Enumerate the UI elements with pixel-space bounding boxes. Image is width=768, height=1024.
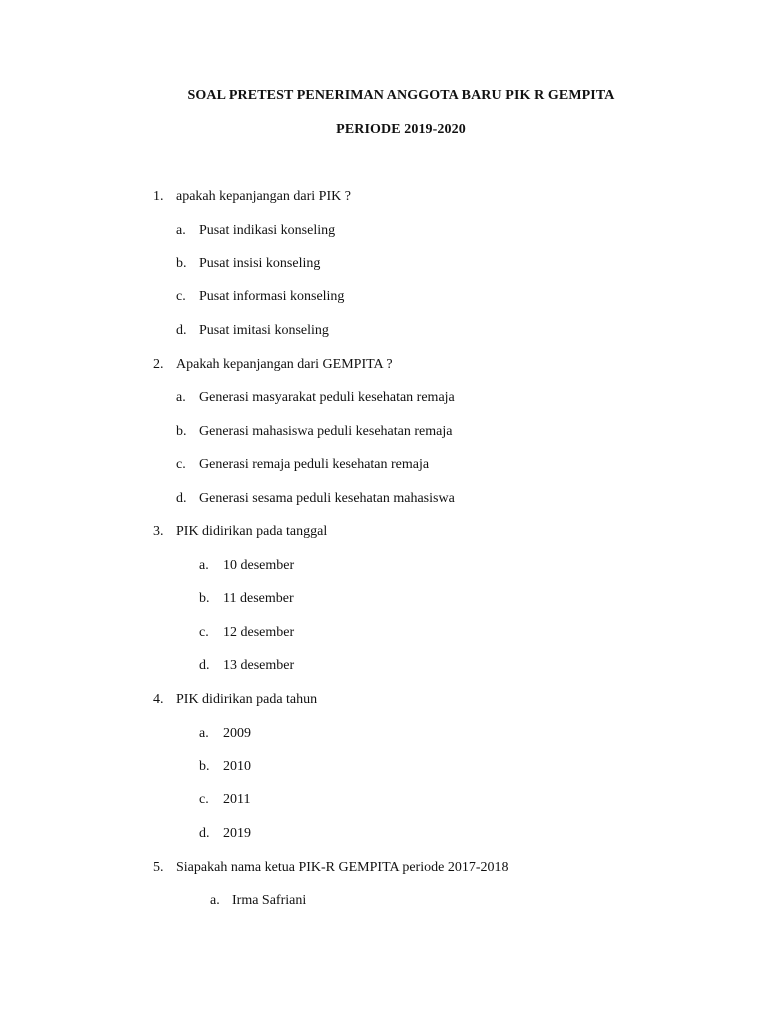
option-letter: a. (176, 390, 186, 405)
option-letter: a. (199, 558, 209, 573)
option-text: 11 desember (223, 591, 294, 606)
option-letter: c. (199, 792, 209, 807)
question-number: 3. (153, 524, 164, 539)
option-letter: b. (199, 591, 210, 606)
option-text: 13 desember (223, 658, 295, 673)
document-title: SOAL PRETEST PENERIMAN ANGGOTA BARU PIK R GEMPITA (187, 88, 615, 103)
question-number: 5. (153, 860, 164, 875)
question-text: apakah kepanjangan dari PIK ? (176, 189, 351, 204)
option-text: Pusat indikasi konseling (199, 223, 336, 238)
option-text: 2009 (223, 726, 251, 741)
option-text: 2010 (223, 759, 251, 774)
option-text: Generasi remaja peduli kesehatan remaja (199, 457, 430, 472)
option-letter: b. (176, 424, 187, 439)
document-subtitle: PERIODE 2019-2020 (336, 122, 466, 137)
option-letter: d. (199, 658, 210, 673)
question-number: 2. (153, 357, 164, 372)
question-text: PIK didirikan pada tahun (176, 692, 318, 707)
option-text: 2011 (223, 792, 251, 807)
option-letter: a. (199, 726, 209, 741)
question-text: Siapakah nama ketua PIK-R GEMPITA periode 2017-2018 (176, 860, 509, 875)
option-letter: b. (199, 759, 210, 774)
option-text: Generasi mahasiswa peduli kesehatan remaja (199, 424, 453, 439)
question-number: 1. (153, 189, 164, 204)
option-text: 10 desember (223, 558, 295, 573)
option-letter: d. (199, 826, 210, 841)
option-text: Irma Safriani (232, 893, 307, 908)
question-text: PIK didirikan pada tanggal (176, 524, 328, 539)
option-letter: a. (210, 893, 220, 908)
option-letter: d. (176, 491, 187, 506)
option-letter: c. (176, 457, 186, 472)
option-text: 12 desember (223, 625, 295, 640)
question-text: Apakah kepanjangan dari GEMPITA ? (176, 357, 393, 372)
option-letter: b. (176, 256, 187, 271)
option-text: 2019 (223, 826, 251, 841)
option-letter: c. (199, 625, 209, 640)
option-text: Generasi sesama peduli kesehatan mahasiswa (199, 491, 455, 506)
option-text: Pusat insisi konseling (199, 256, 321, 271)
question-number: 4. (153, 692, 164, 707)
option-text: Pusat informasi konseling (199, 289, 345, 304)
option-text: Generasi masyarakat peduli kesehatan remaja (199, 390, 455, 405)
option-letter: d. (176, 323, 187, 338)
option-letter: c. (176, 289, 186, 304)
option-letter: a. (176, 223, 186, 238)
option-text: Pusat imitasi konseling (199, 323, 329, 338)
